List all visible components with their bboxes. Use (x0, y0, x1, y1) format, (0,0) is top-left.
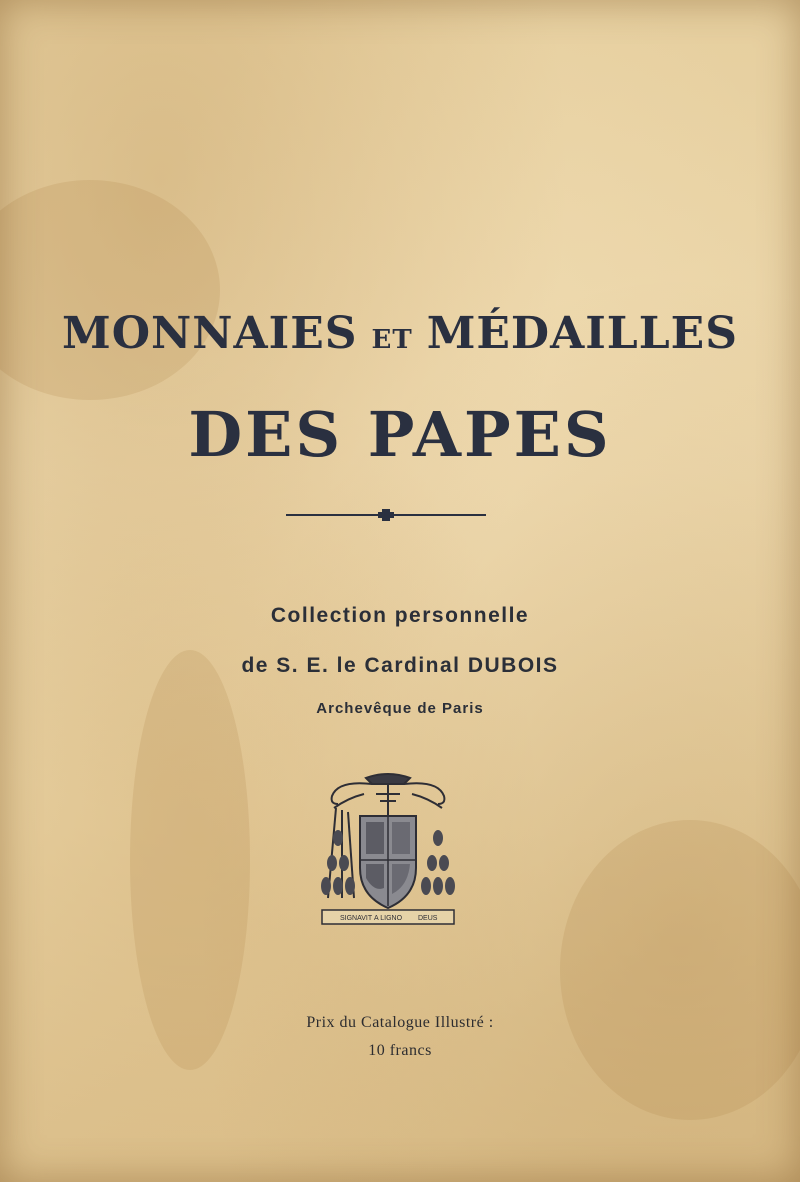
title-line-1 (0, 308, 800, 359)
title-word-medailles: MÉDAILLES (426, 308, 738, 359)
catalogue-price-value: 10 francs (368, 1042, 432, 1059)
title-word-et: ET (371, 325, 413, 355)
catalogue-price-label: Prix du Catalogue Illustré : (306, 1014, 494, 1031)
owner-line: de S. E. le Cardinal DUBOIS (241, 654, 559, 677)
ornamental-rule (286, 508, 486, 522)
paper-stain (560, 820, 800, 1120)
cross-ornament-icon (378, 509, 394, 521)
title-line-2: DES PAPES (188, 398, 612, 471)
owner-title-line: Archevêque de Paris (316, 700, 484, 717)
motto-word: DEUS (418, 915, 438, 922)
cardinal-coat-of-arms-icon (308, 768, 468, 938)
motto-word: SIGNAVIT (340, 915, 373, 922)
title-word-monnaies: MONNAIES (62, 308, 358, 359)
motto-word: A LIGNO (374, 915, 403, 922)
paper-stain (0, 180, 220, 400)
collection-line: Collection personnelle (270, 604, 530, 627)
